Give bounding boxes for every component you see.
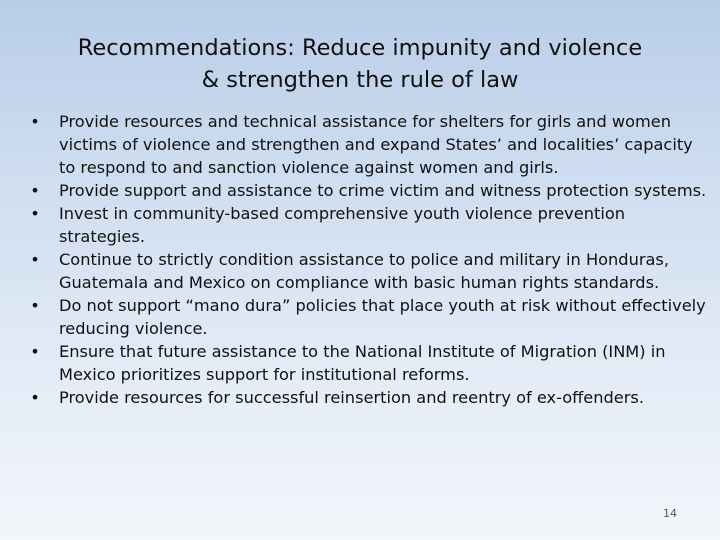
list-item-text: Provide resources and technical assistance for shelters for girls and women victims of violence and strengthen and expand States’ and localities’ capacity to respond to and sanction violence against women and girls. [59, 112, 693, 177]
list-item [28, 110, 714, 179]
list-item [28, 202, 714, 248]
list-item [28, 248, 714, 294]
list-item-text: Continue to strictly condition assistance to police and military in Honduras, Guatemala and Mexico on compliance with basic human rights standards. [59, 250, 669, 292]
bullet-icon: • [30, 388, 40, 407]
slide-number: 14 [663, 507, 677, 520]
list-item-text: Invest in community-based comprehensive youth violence prevention strategies. [59, 204, 625, 246]
slide-title-line-2: & strengthen the rule of law [201, 67, 519, 93]
bullet-icon: • [30, 296, 40, 315]
slide-title-line-1: Recommendations: Reduce impunity and violence [77, 35, 643, 61]
list-item-text: Provide resources for successful reinsertion and reentry of ex-offenders. [59, 388, 644, 407]
bullet-icon: • [30, 204, 40, 223]
bullet-icon: • [30, 250, 40, 269]
list-item [28, 294, 714, 340]
bullet-icon: • [30, 342, 40, 361]
bullet-icon: • [30, 112, 40, 131]
recommendations-list [28, 110, 714, 409]
list-item-text: Provide support and assistance to crime victim and witness protection systems. [59, 181, 707, 200]
bullet-icon: • [30, 181, 40, 200]
list-item [28, 386, 714, 409]
list-item-text: Ensure that future assistance to the National Institute of Migration (INM) in Mexico prioritizes support for institutional reforms. [59, 342, 666, 384]
slide-title [20, 32, 700, 96]
list-item-text: Do not support “mano dura” policies that place youth at risk without effectively reducing violence. [59, 296, 706, 338]
list-item [28, 340, 714, 386]
list-item [28, 179, 714, 202]
